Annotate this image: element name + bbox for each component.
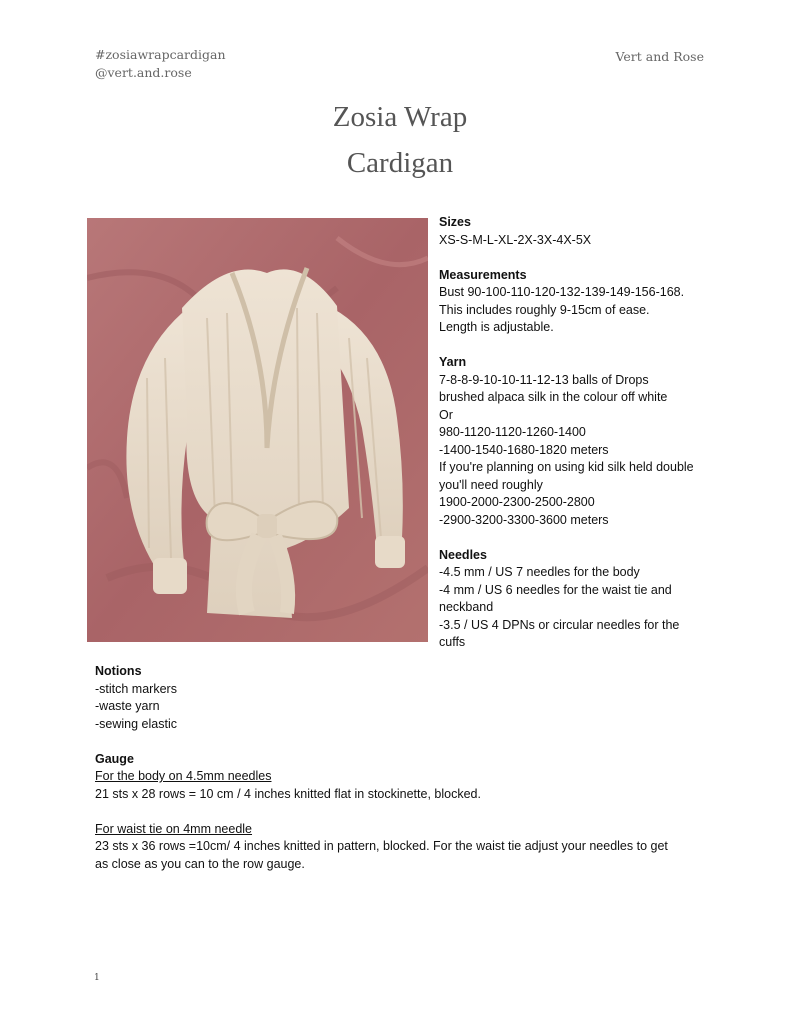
hashtag: #zosiawrapcardigan (95, 47, 226, 62)
gauge-body-text: 21 sts x 28 rows = 10 cm / 4 inches knitted flat in stockinette, blocked. (95, 786, 481, 801)
yarn-line: you'll need roughly (439, 477, 543, 492)
yarn-line: If you're planning on using kid silk held double (439, 460, 694, 474)
header-left (95, 46, 226, 82)
needles-line: neckband (439, 600, 494, 614)
notions-heading: Notions (95, 664, 142, 678)
needles-line: -3.5 / US 4 DPNs or circular needles for the (439, 617, 680, 632)
yarn-line: brushed alpaca silk in the colour off white (439, 390, 668, 404)
measurements-line: This includes roughly 9-15cm of ease. (439, 302, 650, 317)
needles-line: -4.5 mm / US 7 needles for the body (439, 565, 640, 579)
sizes-value: XS-S-M-L-XL-2X-3X-4X-5X (439, 232, 592, 247)
page-number: 1 (94, 973, 100, 983)
sizes-section (439, 214, 769, 249)
cardigan-photo (87, 218, 428, 642)
yarn-line: 980-1120-1120-1260-1400 (439, 425, 586, 439)
brand-name: Vert and Rose (615, 49, 704, 64)
gauge-tie-label: For waist tie on 4mm needle (95, 821, 253, 836)
yarn-line: 7-8-8-9-10-10-11-12-13 balls of Drops (439, 372, 649, 387)
gauge-heading: Gauge (95, 751, 134, 766)
yarn-heading: Yarn (439, 355, 467, 369)
measurements-line: Length is adjustable. (439, 320, 554, 334)
measurements-line: Bust 90-100-110-120-132-139-149-156-168. (439, 285, 685, 299)
pattern-details (439, 214, 769, 652)
gauge-tie-text: 23 sts x 36 rows =10cm/ 4 inches knitted in pattern, blocked. For the waist tie adjust your needles to get (95, 839, 668, 853)
sizes-heading: Sizes (439, 215, 471, 229)
yarn-line: -1400-1540-1680-1820 meters (439, 442, 609, 457)
measurements-heading: Measurements (439, 267, 527, 282)
title-line-2: Cardigan (346, 147, 454, 179)
gauge-body-label: For the body on 4.5mm needles (95, 769, 272, 783)
notions-section (95, 663, 735, 733)
title-line-1: Zosia Wrap (332, 101, 468, 133)
pattern-notes (95, 663, 735, 873)
notions-item: -sewing elastic (95, 716, 177, 731)
handle: @vert.and.rose (95, 65, 192, 80)
needles-line: -4 mm / US 6 needles for the waist tie and (439, 582, 672, 597)
needles-heading: Needles (439, 547, 487, 562)
needles-section (439, 547, 769, 652)
needles-line: cuffs (439, 635, 466, 649)
yarn-line: -2900-3200-3300-3600 meters (439, 512, 609, 527)
notions-item: -stitch markers (95, 681, 177, 696)
yarn-line: Or (439, 407, 453, 422)
yarn-line: 1900-2000-2300-2500-2800 (439, 495, 595, 509)
gauge-section (95, 751, 735, 874)
notions-item: -waste yarn (95, 699, 160, 713)
yarn-section (439, 354, 769, 529)
measurements-section (439, 267, 769, 337)
page-title (0, 94, 800, 186)
cardigan-photo-image (87, 218, 428, 642)
gauge-tie-text: as close as you can to the row gauge. (95, 856, 305, 871)
